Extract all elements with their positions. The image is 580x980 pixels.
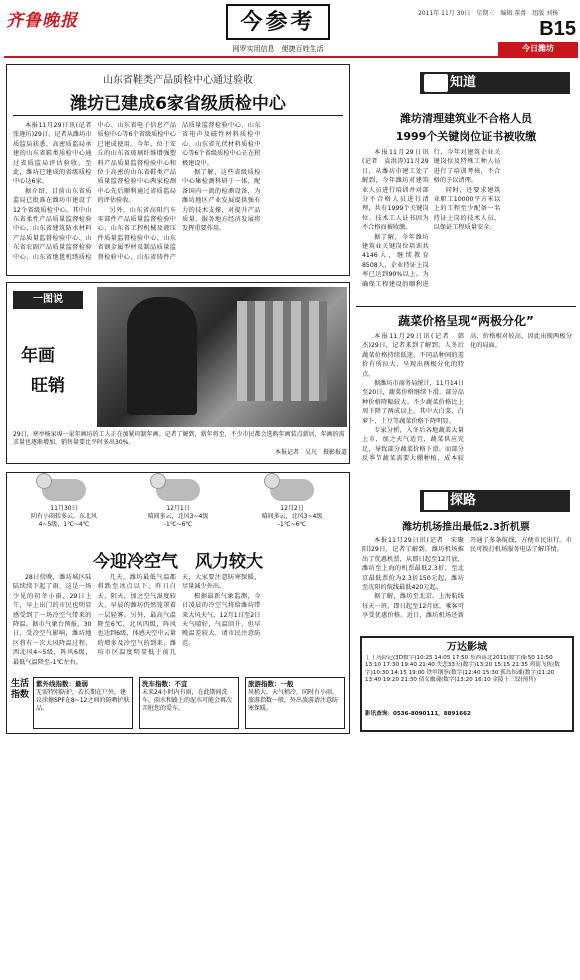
header-divider <box>4 56 578 58</box>
story-body <box>362 332 572 482</box>
rain-cloud-icon <box>42 479 86 501</box>
photo-story <box>6 282 350 464</box>
story-quality-centers <box>6 64 350 276</box>
photo-caption: 29日，寒亭杨家埠一家年画坊的工人正在加紧印制年画。记者了解到，新年将至，不少市民都会选购年画装点新居，年画的需求量也逐渐增加，销售量要比平时多出30%。 <box>13 431 345 446</box>
forecast-day-2 <box>128 479 228 537</box>
section-divider <box>356 306 576 307</box>
photo-story-label: 一图说 <box>13 291 83 309</box>
story-headline: 潍坊机场推出最低2.3折机票 <box>402 522 530 533</box>
photo-title-line2: 旺销 <box>31 376 65 396</box>
print-rack <box>237 301 327 401</box>
paragraph: 本报11月29日讯(记者 韩杰)29日，记者来到了解到，人冬后蔬菜价格持续低迷，不同品种间的差价有所拉大，呈现出两极分化的特点。 <box>362 333 464 378</box>
worker-figure <box>127 297 197 415</box>
forecast-desc: 晴间多云，北风3~4级 <box>261 513 323 520</box>
forecast-desc: 晴间多云，北风3~4级 <box>147 513 209 520</box>
paragraph: 另外，山东省高阳汽车零部件产品质量监督检验中心、山东省工程机械及液压件质量监督检验中心、山东省钢金属型材及制品质量监督检验中心、山东省铸件产品质量监督检验中心、山东省电声及磁性材料质检中心、山东省光伏材料质检中心等6个省级质检中心正在积极建设中。 <box>97 122 261 261</box>
tip-text: 无需特别防护，若长期在户外，建议涂擦SPF在8~12之间的防晒护肤品。 <box>36 689 130 712</box>
car-icon <box>424 74 448 92</box>
paragraph: 同时，还要求建筑业职工10000平方米以上的工程至少配备一名持证上岗的技术人员，以保证工程质量安全。 <box>433 186 501 232</box>
paragraph: 据了解，这些省级质检中心集检测科研于一体，配备国内一流的检测设备，为潍坊地区产业发展提供强有力的技术支撑，对提升产品质量、服务地方经济发展将发挥重要作用。 <box>182 169 261 233</box>
story-body <box>362 536 572 632</box>
ad-title: 万达影城 <box>447 642 487 653</box>
photo-credit: 本报记者 吴凡 摄影报道 <box>274 449 347 456</box>
forecast-day-1 <box>14 479 114 537</box>
cinema-ad <box>360 636 574 732</box>
story-headline: 潍坊已建成6家省级质检中心 <box>70 94 286 114</box>
column-title: 今参考 <box>226 4 330 40</box>
forecast-desc: 阴有小雨转多云，东北风 <box>30 513 97 520</box>
paragraph: 据介绍，目前山东省质监局已批准在潍坊市建设了12个省级质检中心，其中山东省柔性产品质量监督检验中心、山东省建筑防水材料产品质量监督检验中心、山东省农副产品质量监督检验中心、山东省地毯机绣质检中心、山东省电子信息产品质检中心等6个省级质检中心已建成使用。今年，位于安丘的山东省玻璃纤维增强塑料产品质量监督检验中心和位于高密的山东省鞋类产品质量监督检验中心两家检测中心先后顺利通过省质监局的评估验收。 <box>13 122 176 261</box>
ad-showtimes: 丁丁历险记(3D数字)10:25 14:05 17:50 东西南北2011(数字)9:50 11:50 13:10 17:30 19:40 21:40 失恋33天(数字)13:20 15:15 21:35 鸡街飞侠(数字)10:30 14:15 19:00 铁甲钢拳(数字)12:40 15:30 孤岛惊魂(数字)11:20 13:40 19:20 21:30 倩女幽魂(数字)13:20 16:10 金陵十三钗(预售) <box>365 655 560 684</box>
story-kicker: 山东省鞋类产品质检中心通过验收 <box>103 75 253 86</box>
paragraph: 本报11月29日讯(记者 宋聚阳)29日，记者了解到，潍坊机场推出了优惠机票，从即日起至12月底，潍坊至上海的机票最低2.3折，至北京最低票价为2.3折150元起，潍坊至沈阳的航线最低420元起。 <box>362 537 464 592</box>
headline-rule <box>13 115 343 116</box>
story-headline: 蔬菜价格呈现“两极分化” <box>398 314 534 328</box>
story-subheadline: 1999个关键岗位证书被收缴 <box>395 130 537 143</box>
story-body <box>362 148 572 298</box>
paragraph: 据潍坊市商务局统计，11月14日至20日，蔬菜价格继续下滑，部分品种价格降幅较大。不少蔬菜价格比上周下降了两成以上，其中大白菜、白萝卜、土豆等蔬菜价格下降明显。 <box>362 380 464 425</box>
ad-phone: 影讯查询：0536-8090111，8891662 <box>365 711 471 717</box>
story-body <box>13 121 345 271</box>
forecast-day-3 <box>242 479 342 537</box>
tip-text: 风稍大，天气稍冷，同时有小雨，旅游指数一般，外出旅游请注意防寒保暖。 <box>248 689 339 712</box>
weather-section <box>6 472 350 734</box>
paragraph: 据了解，潍坊至北京、上海航线每天一班，即日起至12月底，乘客可享受优惠价格。近日，潍坊机场还新开通了多条航线，方便市民出行。市民可拨打机场服务电话了解详情。 <box>362 537 572 620</box>
tip-text: 未来24小时内有雨，在此期间洗车，雨水和路上的泥水可能会再次弄脏您的爱车。 <box>142 689 233 712</box>
right-column <box>356 64 576 734</box>
paragraph: 本报11月29日讯(记者 袁洪涛)11月29日，从潍坊市建工处了解到，今年潍坊对建筑业人员进行培训并对部分不合格人员进行清理，共有1999个关键岗位、技术工人证书因为不合格而被收缴。 <box>362 149 429 232</box>
forecast-detail: -1℃~6℃ <box>277 521 307 528</box>
forecast-row <box>7 479 349 537</box>
car-wash-index-box <box>139 677 239 729</box>
forecast-date: 11月30日 <box>50 505 78 512</box>
forecast-detail: -1℃~6℃ <box>163 521 193 528</box>
weather-body <box>13 573 345 671</box>
forecast-detail: 4~5级，1℃~4℃ <box>38 521 90 528</box>
paragraph: 据了解，今年潍坊建筑业关键岗位培训共4146人，继续教育8508人，企业持证上岗率已达到90%以上。为确保工程建设的顺利进行，今年对建筑企业关键岗位及特殊工种人员进行了培训考核，不合格的予以清理。 <box>362 149 501 288</box>
weather-headline: 今迎冷空气 风力较大 <box>93 552 263 572</box>
photo-title-line1: 年画 <box>21 346 55 366</box>
issue-info: 2011年 11月 30日 星期三 编辑 董菁 组版 刘杨 <box>418 10 559 17</box>
partly-cloudy-icon <box>270 479 314 501</box>
story-headline: 潍坊清理建筑业不合格人员 <box>400 112 532 125</box>
forecast-date: 12月2日 <box>280 505 304 512</box>
zhidao-label: 知道 <box>450 75 477 90</box>
life-index-label: 生活指数 <box>11 679 30 700</box>
paragraph: 几天，潍坊最低气温都将跌至冰点以下。昨日白天，阴天，加之空气湿度较大，早晨的潍坊仍然笼罩着一层轻雾。另外，最高气温降至6℃，北风四级，阵风也达到6级，体感天空中云量的增多及冷空气的到来，潍坊市区温度明显低于前几天，大家要注意防寒保暖，尽量减少外出。 <box>97 574 261 657</box>
paragraph: 本报11月29日讯(记者 张逄坊)29日，记者从潍坊市质监局获悉，高密质监局承建的山东省鞋类质检中心通过省质监局评估验收，至此，潍坊已建成的省级质检中心达6家。 <box>13 122 98 186</box>
tip-title: 紫外线指数：最弱 <box>36 680 88 688</box>
building-icon <box>424 492 448 510</box>
paragraph: 根据最新气象监测，今日凌晨的冷空气将给潍坊带来大风天气，12月1日至2日天气晴好，气温回升，但早晚温差较大，请市民注意防范。 <box>182 592 261 647</box>
tanlu-label: 探路 <box>450 493 477 508</box>
paragraph: 专家分析，入冬后各地蔬菜大量上市，加之天气适宜，蔬菜供应充足，导致部分蔬菜价格下滑。而部分反季节蔬菜需要大棚种植，成本较高，价格相对较高，因此出现两极分化的局面。 <box>362 333 572 463</box>
travel-index-box <box>245 677 345 729</box>
page-number: B15 <box>539 18 576 40</box>
column-slogan: 网罗实用信息 便捷百姓生活 <box>232 45 324 53</box>
tip-title: 旅游指数：一般 <box>248 680 294 688</box>
tip-title: 洗车指数：不宜 <box>142 680 188 688</box>
forecast-date: 12月1日 <box>166 505 190 512</box>
newspaper-logo: 齐鲁晚报 <box>6 11 78 31</box>
uv-index-box <box>33 677 133 729</box>
section-tag: 今日潍坊 <box>498 42 578 56</box>
news-photo <box>97 287 347 427</box>
paragraph: 28日傍晚，潍坊城区陆陆续续下起了雨，这是一场少见的初冬小雨，29日上午，早上出门的市民也明显感受到了一场冷空气带来的降温。据市气象台预报，30日，受冷空气影响，潍坊地区将有一次大风降温过程，西北风4~5级，阵风6级，最低气温降至-1℃左右。 <box>13 574 92 666</box>
partly-cloudy-icon <box>156 479 200 501</box>
